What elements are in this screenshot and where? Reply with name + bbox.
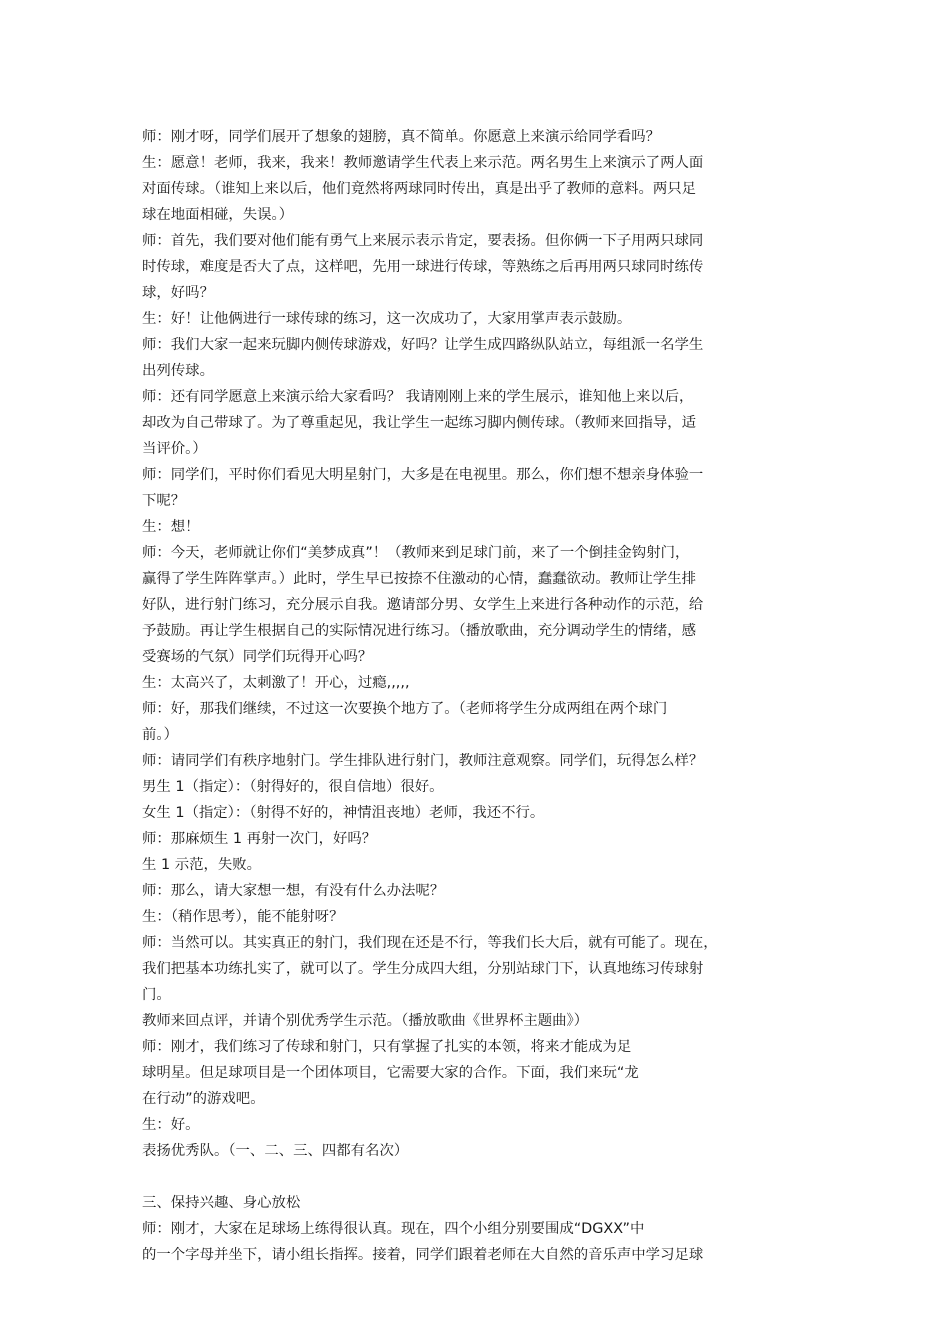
text-line: 师：我们大家一起来玩脚内侧传球游戏，好吗？让学生成四路纵队站立，每组派一名学生: [142, 337, 704, 353]
text-line: 师：好，那我们继续，不过这一次要换个地方了。（老师将学生分成两组在两个球门: [142, 701, 668, 717]
text-line: 门。: [142, 987, 171, 1003]
text-line: 生：好。: [142, 1117, 200, 1133]
text-line: 受赛场的气氛）同学们玩得开心吗？: [142, 649, 373, 665]
text-line: 师：那麻烦生 1 再射一次门，好吗？: [142, 831, 377, 847]
text-line: 好队，进行射门练习，充分展示自我。邀请部分男、女学生上来进行各种动作的示范，给: [142, 597, 704, 613]
text-line: 赢得了学生阵阵掌声。）此时，学生早已按捺不住激动的心情，蠢蠢欲动。教师让学生排: [142, 571, 697, 587]
text-line: 师：刚才呀，同学们展开了想象的翅膀，真不简单。你愿意上来演示给同学看吗？: [142, 129, 661, 145]
text-line: 生：好！让他俩进行一球传球的练习，这一次成功了，大家用掌声表示鼓励。: [142, 311, 632, 327]
text-line: 在行动”的游戏吧。: [142, 1091, 265, 1107]
document-body: [142, 124, 822, 1268]
text-line: 的一个字母并坐下，请小组长指挥。接着，同学们跟着老师在大自然的音乐声中学习足球: [142, 1247, 704, 1263]
text-line: 当评价。）: [142, 441, 207, 457]
text-line: 表扬优秀队。（一、二、三、四都有名次）: [142, 1143, 409, 1159]
text-line: 师：那么，请大家想一想，有没有什么办法呢？: [142, 883, 445, 899]
text-line: 时传球，难度是否大了点，这样吧，先用一球进行传球，等熟练之后再用两只球同时练传: [142, 259, 704, 275]
text-line: 球，好吗？: [142, 285, 214, 301]
text-line: 师：还有同学愿意上来演示给大家看吗？ 我请刚刚上来的学生展示，谁知他上来以后，: [142, 389, 694, 405]
text-line: 却改为自己带球了。为了尊重起见，我让学生一起练习脚内侧传球。（教师来回指导，适: [142, 415, 697, 431]
text-line: 师：同学们，平时你们看见大明星射门，大多是在电视里。那么，你们想不想亲身体验一: [142, 467, 704, 483]
text-line: 球明星。但足球项目是一个团体项目，它需要大家的合作。下面，我们来玩“龙: [142, 1065, 639, 1081]
text-line: 男生 1（指定）：（射得好的，很自信地）很好。: [142, 779, 444, 795]
text-line: 生：太高兴了，太刺激了！开心，过瘾,,,,,: [142, 675, 410, 691]
text-line: 予鼓励。再让学生根据自己的实际情况进行练习。（播放歌曲，充分调动学生的情绪，感: [142, 623, 697, 639]
text-line: 球在地面相碰，失误。）: [142, 207, 294, 223]
text-line: 师：当然可以。其实真正的射门，我们现在还是不行，等我们长大后，就有可能了。现在，: [142, 935, 718, 951]
text-line: 生：想！: [142, 519, 200, 535]
text-line: 前。）: [142, 727, 178, 743]
text-line: 对面传球。（谁知上来以后，他们竟然将两球同时传出，真是出乎了教师的意料。两只足: [142, 181, 697, 197]
text-line: 生 1 示范，失败。: [142, 857, 262, 873]
text-line: 女生 1（指定）：（射得不好的，神情沮丧地）老师，我还不行。: [142, 805, 545, 821]
text-line: 生：愿意！老师，我来，我来！教师邀请学生代表上来示范。两名男生上来演示了两人面: [142, 155, 704, 171]
text-line: 生：（稍作思考），能不能射呀？: [142, 909, 344, 925]
text-line: 师：刚才，大家在足球场上练得很认真。现在，四个小组分别要围成“DGXX”中: [142, 1221, 645, 1237]
text-line: 师：今天，老师就让你们“美梦成真”！（教师来到足球门前，来了一个倒挂金钩射门，: [142, 545, 690, 561]
text-line: 师：请同学们有秩序地射门。学生排队进行射门，教师注意观察。同学们，玩得怎么样？: [142, 753, 704, 769]
text-line: 下呢？: [142, 493, 186, 509]
text-line: 我们把基本功练扎实了，就可以了。学生分成四大组，分别站球门下，认真地练习传球射: [142, 961, 704, 977]
section-heading: 三、保持兴趣、身心放松: [142, 1195, 301, 1211]
text-line: 出列传球。: [142, 363, 214, 379]
blank-line: [142, 1164, 822, 1190]
text-line: 师：首先，我们要对他们能有勇气上来展示表示肯定，要表扬。但你俩一下子用两只球同: [142, 233, 704, 249]
text-line: 教师来回点评，并请个别优秀学生示范。（播放歌曲《世界杯主题曲》）: [142, 1013, 589, 1029]
text-line: 师：刚才，我们练习了传球和射门，只有掌握了扎实的本领，将来才能成为足: [142, 1039, 632, 1055]
